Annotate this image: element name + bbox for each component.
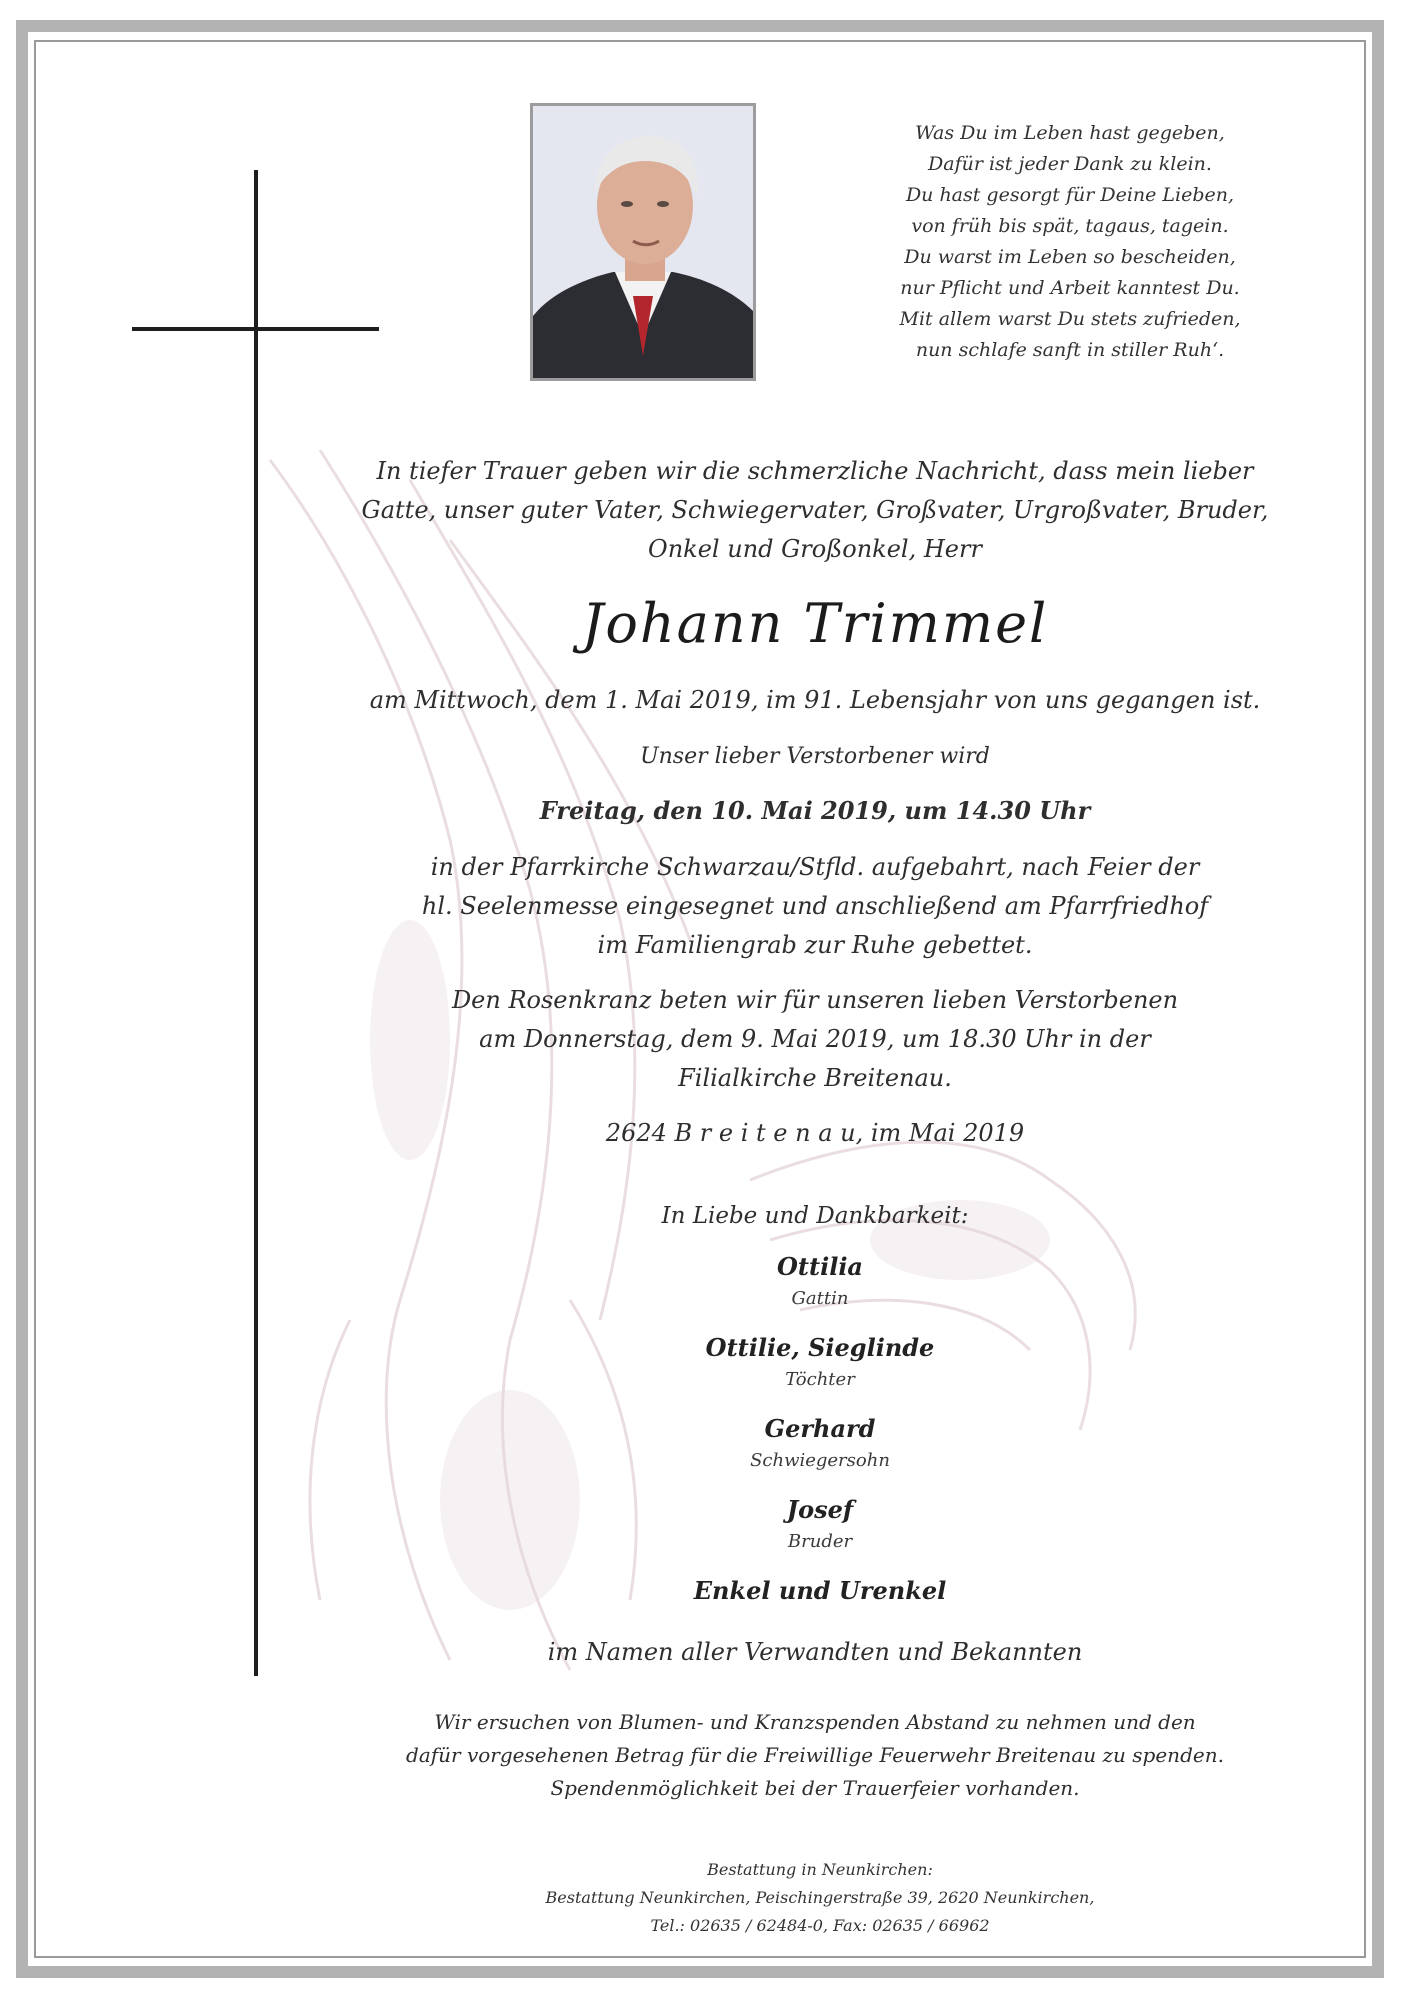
rosary-line: Den Rosenkranz beten wir für unseren lieben Verstorbenen <box>451 986 1179 1014</box>
mourners-list <box>620 1248 1020 1610</box>
undertaker-line: Bestattung in Neunkirchen: <box>707 1860 933 1879</box>
intro-line: Gatte, unser guter Vater, Schwiegervater, Großvater, Urgroßvater, Bruder, <box>361 496 1269 524</box>
mourner-name: Gerhard <box>764 1414 876 1443</box>
donation-request <box>320 1706 1310 1805</box>
funeral-line: hl. Seelenmesse eingesegnet und anschließend am Pfarrfriedhof <box>421 892 1209 920</box>
mourner-relation: Bruder <box>787 1531 853 1552</box>
rosary-line: Filialkirche Breitenau. <box>678 1064 952 1092</box>
relatives-line: im Namen aller Verwandten und Bekannten <box>547 1638 1083 1666</box>
mourner-entry <box>620 1491 1020 1572</box>
rosary-line: am Donnerstag, dem 9. Mai 2019, um 18.30 Uhr in der <box>479 1025 1151 1053</box>
memorial-poem <box>870 118 1270 366</box>
funeral-details <box>320 848 1310 965</box>
undertaker-line: Tel.: 02635 / 62484-0, Fax: 02635 / 66962 <box>650 1916 990 1935</box>
mourner-entry <box>620 1248 1020 1329</box>
portrait-photo <box>530 103 756 381</box>
funeral-line: im Familiengrab zur Ruhe gebettet. <box>597 931 1033 959</box>
deceased-name: Johann Trimmel <box>581 592 1049 655</box>
poem-line: nur Pflicht und Arbeit kanntest Du. <box>900 277 1240 299</box>
poem-line: Dafür ist jeder Dank zu klein. <box>928 153 1212 175</box>
announcement-intro <box>320 452 1310 569</box>
mourner-entry <box>620 1410 1020 1491</box>
death-date-line: am Mittwoch, dem 1. Mai 2019, im 91. Lebensjahr von uns gegangen ist. <box>369 686 1261 714</box>
mourner-entry <box>620 1329 1020 1410</box>
grandchildren-line: Enkel und Urenkel <box>693 1576 947 1605</box>
poem-line: Du warst im Leben so bescheiden, <box>904 246 1236 268</box>
poem-line: Mit allem warst Du stets zufrieden, <box>899 308 1241 330</box>
poem-line: von früh bis spät, tagaus, tagein. <box>911 215 1229 237</box>
mourners-heading: In Liebe und Dankbarkeit: <box>661 1203 969 1229</box>
donation-line: Spendenmöglichkeit bei der Trauerfeier vorhanden. <box>550 1776 1080 1800</box>
mourner-relation: Töchter <box>785 1369 855 1390</box>
donation-line: Wir ersuchen von Blumen- und Kranzspenden Abstand zu nehmen und den <box>434 1710 1196 1734</box>
poem-line: Du hast gesorgt für Deine Lieben, <box>905 184 1235 206</box>
funeral-line: in der Pfarrkirche Schwarzau/Stfld. aufgebahrt, nach Feier der <box>430 853 1200 881</box>
undertaker-line: Bestattung Neunkirchen, Peischingerstraße 39, 2620 Neunkirchen, <box>545 1888 1095 1907</box>
mourner-name: Ottilia <box>777 1252 863 1281</box>
place-and-date: 2624 B r e i t e n a u, im Mai 2019 <box>605 1119 1025 1147</box>
cross-vertical-bar <box>254 170 258 1676</box>
donation-line: dafür vorgesehenen Betrag für die Freiwillige Feuerwehr Breitenau zu spenden. <box>406 1743 1224 1767</box>
mourner-relation: Schwiegersohn <box>750 1450 890 1471</box>
poem-line: nun schlafe sanft in stiller Ruh‘. <box>915 339 1225 361</box>
deceased-intro: Unser lieber Verstorbener wird <box>640 744 990 769</box>
mourner-name: Ottilie, Sieglinde <box>705 1333 935 1362</box>
undertaker-info <box>400 1856 1240 1940</box>
mourner-relation: Gattin <box>791 1288 849 1309</box>
poem-line: Was Du im Leben hast gegeben, <box>915 122 1225 144</box>
mourner-name: Josef <box>786 1495 854 1524</box>
intro-line: In tiefer Trauer geben wir die schmerzliche Nachricht, dass mein lieber <box>376 457 1254 485</box>
rosary-details <box>320 981 1310 1098</box>
funeral-date: Freitag, den 10. Mai 2019, um 14.30 Uhr <box>539 796 1091 825</box>
cross-horizontal-bar <box>132 327 379 331</box>
intro-line: Onkel und Großonkel, Herr <box>648 535 982 563</box>
